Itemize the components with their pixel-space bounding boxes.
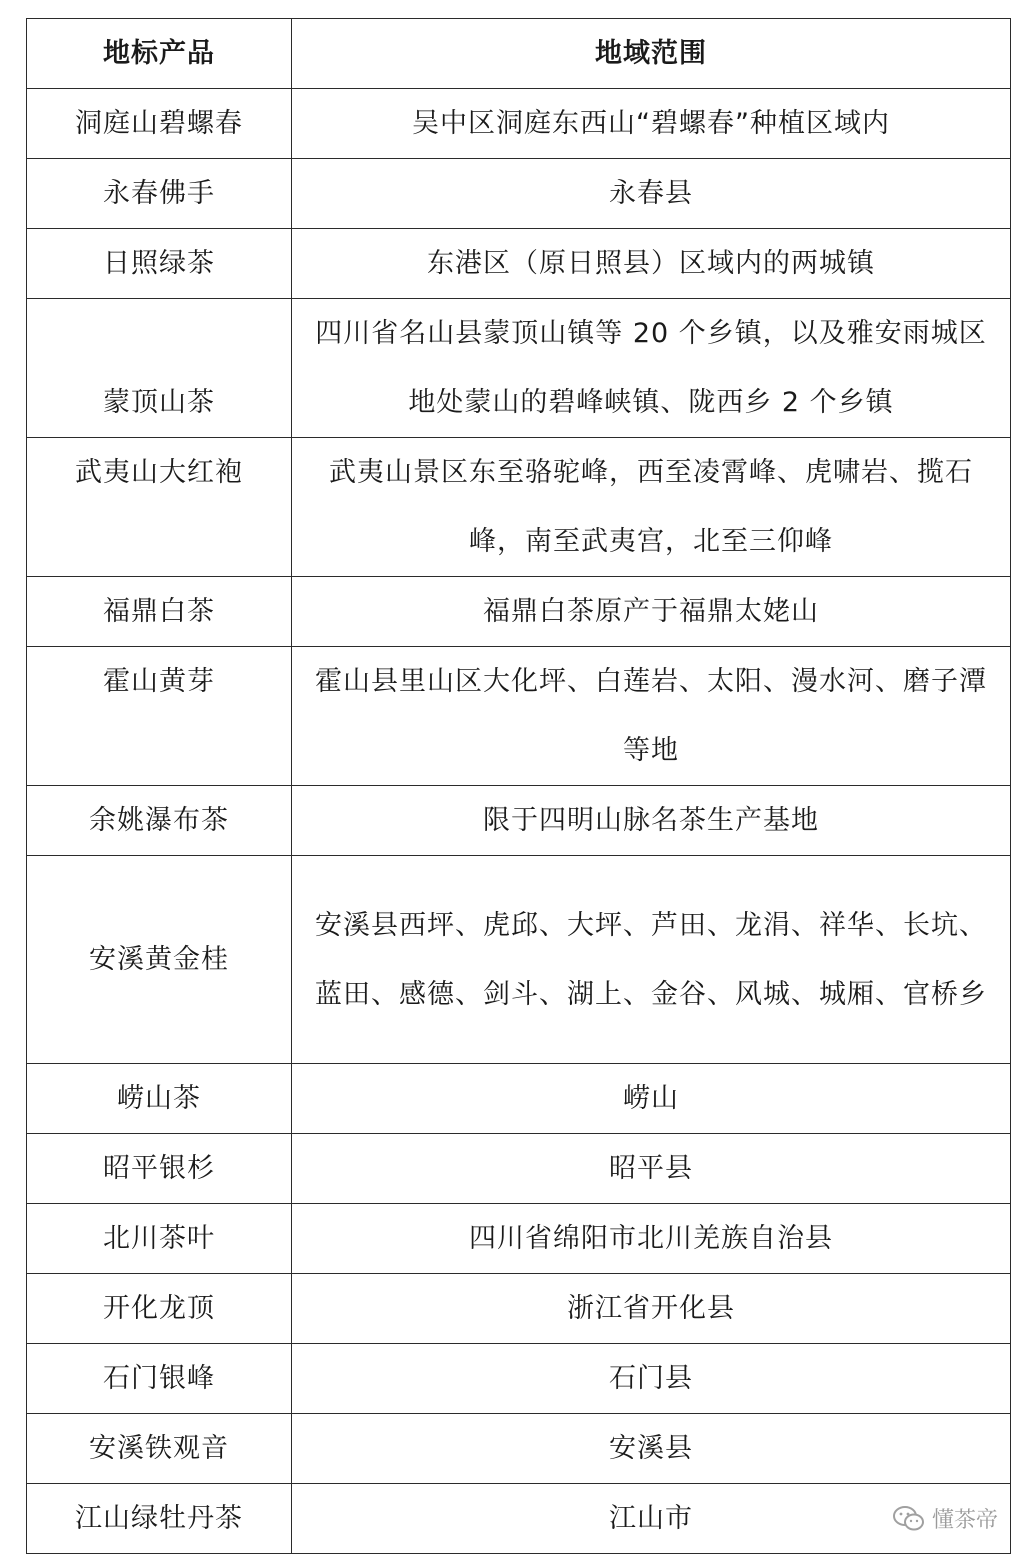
- region-cell: 浙江省开化县: [292, 1274, 1011, 1344]
- table-row: [27, 89, 1011, 159]
- product-cell: 福鼎白茶: [27, 577, 292, 647]
- product-cell: 开化龙顶: [27, 1274, 292, 1344]
- region-cell: 限于四明山脉名茶生产基地: [292, 786, 1011, 856]
- product-cell: 余姚瀑布茶: [27, 786, 292, 856]
- region-cell: 吴中区洞庭东西山“碧螺春”种植区域内: [292, 89, 1011, 159]
- geo-indication-table: [26, 18, 1011, 1554]
- region-cell: 四川省名山县蒙顶山镇等 20 个乡镇，以及雅安雨城区地处蒙山的碧峰峡镇、陇西乡 2 个乡镇: [292, 299, 1011, 438]
- region-cell: 安溪县: [292, 1414, 1011, 1484]
- region-cell: 东港区（原日照县）区域内的两城镇: [292, 229, 1011, 299]
- table-row: [27, 856, 1011, 1064]
- table-row: [27, 1274, 1011, 1344]
- product-cell: 霍山黄芽: [27, 647, 292, 786]
- region-cell: 江山市: [292, 1484, 1011, 1554]
- region-cell: 福鼎白茶原产于福鼎太姥山: [292, 577, 1011, 647]
- product-cell: 永春佛手: [27, 159, 292, 229]
- product-cell: 安溪铁观音: [27, 1414, 292, 1484]
- product-cell: 昭平银杉: [27, 1134, 292, 1204]
- product-cell: 江山绿牡丹茶: [27, 1484, 292, 1554]
- product-cell: 北川茶叶: [27, 1204, 292, 1274]
- table-row: [27, 1344, 1011, 1414]
- table-row: [27, 299, 1011, 438]
- table-row: [27, 438, 1011, 577]
- region-cell: 崂山: [292, 1064, 1011, 1134]
- wechat-icon: [892, 1505, 926, 1533]
- product-cell: 崂山茶: [27, 1064, 292, 1134]
- table-row: [27, 1204, 1011, 1274]
- region-cell: 安溪县西坪、虎邱、大坪、芦田、龙涓、祥华、长坑、蓝田、感德、剑斗、湖上、金谷、风城、城厢、官桥乡: [292, 856, 1011, 1064]
- table-row: [27, 229, 1011, 299]
- region-cell: 永春县: [292, 159, 1011, 229]
- table-row: [27, 159, 1011, 229]
- table-row: [27, 1134, 1011, 1204]
- table-row: [27, 1484, 1011, 1554]
- header-region: 地域范围: [292, 19, 1011, 89]
- table-header-row: [27, 19, 1011, 89]
- region-cell: 霍山县里山区大化坪、白莲岩、太阳、漫水河、磨子潭等地: [292, 647, 1011, 786]
- product-cell: 石门银峰: [27, 1344, 292, 1414]
- region-cell: 四川省绵阳市北川羌族自治县: [292, 1204, 1011, 1274]
- product-cell: 日照绿茶: [27, 229, 292, 299]
- product-cell: 武夷山大红袍: [27, 438, 292, 577]
- product-cell: 安溪黄金桂: [27, 856, 292, 1064]
- table-row: [27, 647, 1011, 786]
- table-row: [27, 1064, 1011, 1134]
- watermark-text: 懂茶帝: [931, 1508, 998, 1533]
- header-product: 地标产品: [27, 19, 292, 89]
- table-row: [27, 1414, 1011, 1484]
- region-cell: 石门县: [292, 1344, 1011, 1414]
- region-cell: 昭平县: [292, 1134, 1011, 1204]
- table-row: [27, 577, 1011, 647]
- watermark: [892, 1503, 998, 1534]
- product-cell: 蒙顶山茶: [27, 299, 292, 438]
- product-cell: 洞庭山碧螺春: [27, 89, 292, 159]
- region-cell: 武夷山景区东至骆驼峰，西至凌霄峰、虎啸岩、揽石峰，南至武夷宫，北至三仰峰: [292, 438, 1011, 577]
- table-row: [27, 786, 1011, 856]
